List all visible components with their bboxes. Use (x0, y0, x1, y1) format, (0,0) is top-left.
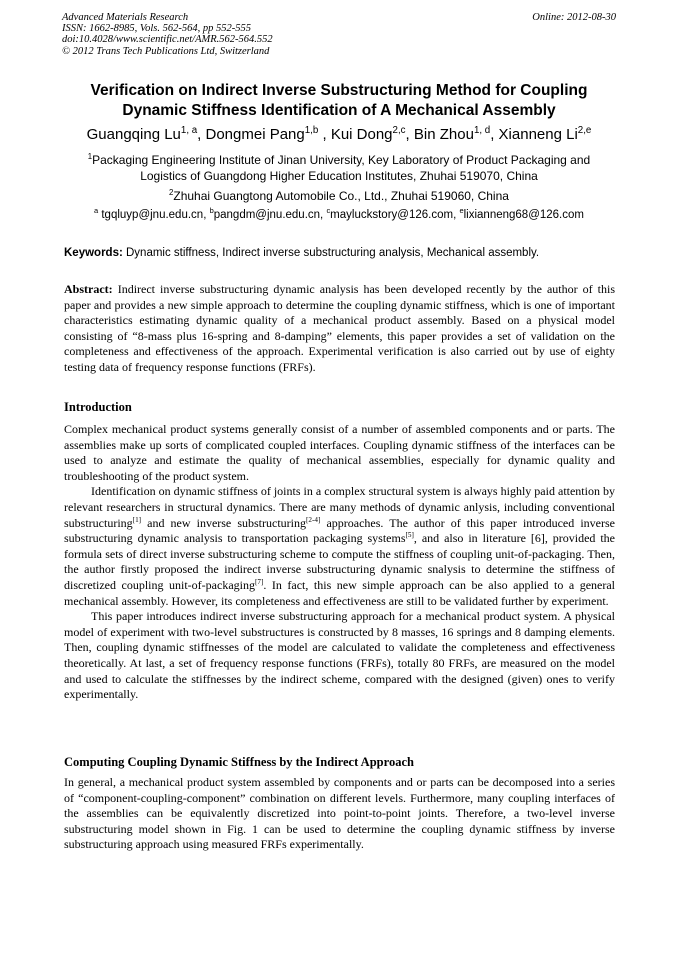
author-sup: 1, d (473, 125, 491, 136)
affiliation-sup: 1 (87, 152, 93, 161)
email-sup: a (94, 206, 99, 216)
email-address: tgqluyp@jnu.edu.cn (101, 209, 204, 221)
citation: [2-4] (306, 515, 321, 524)
email-list: $^a$ tgqluyp@jnu.edu.cn, $^b$pangdm@jnu.edu.cn, $^c$mayluckstory@126.com, $^e$lixianneng68@126.com (94, 206, 584, 221)
abstract (64, 282, 615, 376)
email-sup: e (459, 206, 464, 216)
email-sup: c (326, 206, 331, 216)
paper-title (40, 81, 638, 121)
section-2-paragraph-1: In general, a mechanical product system assembled by components and or parts can be decomposed into a series of “component-coupling-component” combination on different levels. Furthermore, many coupling interfaces of the assemblies can be equivalently discretized into point-to-point joints. Therefore, a two-level inverse substructuring model shown in Fig. 1 can be used to determine the coupling dynamic stiffness by inverse substructuring approach using measured FRFs experimentally. (64, 775, 615, 852)
author-sup: 1,b (304, 125, 319, 136)
section-2-heading: Computing Coupling Dynamic Stiffness by the Indirect Approach (64, 755, 414, 769)
author-list: Guangqing Lu$^{1, a}$, Dongmei Pang$^{1,b}$ , Kui Dong$^{2,c}$, Bin Zhou$^{1, d}$, Xianneng Li$^{2,e}$ (86, 125, 592, 143)
introduction-body (64, 422, 615, 703)
affiliation-2 (40, 189, 638, 205)
email-sup: b (209, 206, 214, 216)
author-name: Dongmei Pang (205, 126, 305, 143)
author-sup: 2,c (392, 125, 406, 136)
abstract-label: Abstract: (64, 282, 113, 296)
email-address: pangdm@jnu.edu.cn (213, 209, 321, 221)
citation: [1] (132, 515, 142, 524)
author-name: Guangqing Lu (86, 126, 181, 143)
issn-line: ISSN: 1662-8985, Vols. 562-564, pp 552-555 (62, 23, 251, 35)
online-date: Online: 2012-08-30 (532, 12, 616, 23)
section-2-body (64, 775, 615, 853)
author-sup: 1, a (180, 125, 198, 136)
keywords-label: Keywords: (64, 247, 123, 259)
abstract-text: Indirect inverse substructuring dynamic analysis has been developed recently by the author of this paper and provides a new simple approach to determine the coupling dynamic stiffness, which is one of important characteristics estimating dynamic quality of a mechanical product assembly. Based on a physical model consisting of “8-mass plus 16-spring and 8-damping” elements, this paper provides a set of validation on the completeness and effectiveness of the approach. Experimental verification is also carried out by use of eighty testing data of frequency response functions (FRFs). (64, 282, 616, 374)
affiliation-1-line-1: Packaging Engineering Institute of Jinan University, Key Laboratory of Product Packaging and (92, 153, 591, 167)
email-address: mayluckstory@126.com (330, 209, 454, 221)
keywords (64, 246, 624, 261)
title-line-2: Dynamic Stiffness Identification of A Mechanical Assembly (122, 102, 556, 119)
copyright-line: © 2012 Trans Tech Publications Ltd, Switzerland (62, 45, 270, 57)
email-address: lixianneng68@126.com (463, 209, 584, 221)
citation: [5] (405, 531, 414, 540)
author-sup: 2,e (577, 125, 592, 136)
author-name: Kui Dong (330, 126, 393, 143)
affiliation-1-line-2: Logistics of Guangdong Higher Education Institutes, Zhuhai 519070, China (140, 168, 538, 183)
doi-line: doi:10.4028/www.scientific.net/AMR.562-564.552 (62, 34, 273, 46)
intro-paragraph-1: Complex mechanical product systems generally consist of a number of assembled components and or parts. The assemblies make up sorts of complicated coupled interfaces. Coupling dynamic stiffness of the interfaces can be used to analyze and estimate the quality of mechanical assemblies, especially for dynamic quality and troubleshooting of the product system. (64, 422, 615, 483)
journal-info (62, 12, 273, 57)
journal-name: Advanced Materials Research (62, 12, 189, 23)
citation: [7] (254, 577, 264, 586)
introduction-heading: Introduction (64, 400, 132, 414)
author-name: Bin Zhou (413, 126, 474, 143)
affiliation-1 (40, 153, 638, 184)
intro-paragraph-3: This paper introduces indirect inverse substructuring approach for a mechanical product system. A physical model of experiment with two-level substructures is constructed by 8 masses, 16 springs and 8 damping elements. Then, coupling dynamic stiffnesses of the model are calculated to validate the completeness and effectiveness theoretically. At last, a set of frequency response functions (FRFs), totally 80 FRFs, are measured on the model and used to calculate the stiffnesses by the indirect scheme, compared with the designed (given) ones to verify experimentally. (64, 609, 615, 702)
intro-paragraph-2: Identification on dynamic stiffness of joints in a complex structural system is always highly paid attention by relevant researchers in structural dynamics. There are many methods of dynamic anlysis, including conventional substructuring[1] and new inverse substructuring[2-4] approaches. The author of this paper introduced inverse substructuring dynamic analysis to transportation packaging systems[5], and also in literature [6], provided the formula sets of direct inverse substructuring scheme to compute the stiffness of coupling unit-of-packaging. Then, the author firstly proposed the indirect inverse substructuring dynamic snalysis to determine the stiffness of discretized coupling unit-of-packaging[7]. In fact, this new simple approach can be also applied to a general mechanical assembly. However, its completeness and effectiveness are still to be validated further by experiment. (64, 484, 615, 608)
keywords-text: Dynamic stiffness, Indirect inverse substructuring analysis, Mechanical assembly. (126, 247, 540, 259)
affiliation-sup: 2 (169, 188, 174, 197)
affiliation-2-text: Zhuhai Guangtong Automobile Co., Ltd., Zhuhai 519060, China (173, 189, 509, 203)
author-name: Xianneng Li (498, 126, 578, 143)
title-line-1: Verification on Indirect Inverse Substructuring Method for Coupling (90, 82, 588, 99)
